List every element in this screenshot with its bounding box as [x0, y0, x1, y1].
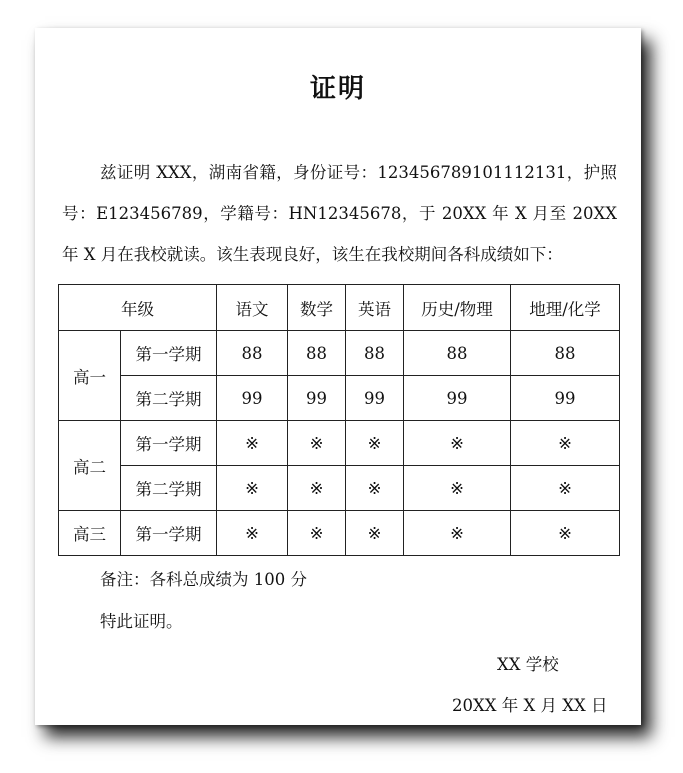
header-math: 数学 — [288, 285, 346, 331]
table-row — [59, 421, 620, 466]
grade-cell: 高一 — [59, 331, 121, 421]
table-row — [59, 511, 620, 556]
table-row — [59, 376, 620, 421]
score-cell: ※ — [288, 466, 346, 511]
semester-cell: 第一学期 — [121, 331, 217, 376]
score-cell: ※ — [404, 421, 511, 466]
score-cell: 99 — [511, 376, 620, 421]
score-cell: 88 — [288, 331, 346, 376]
table-row — [59, 331, 620, 376]
score-cell: 99 — [217, 376, 288, 421]
semester-cell: 第一学期 — [121, 421, 217, 466]
grade-cell: 高二 — [59, 421, 121, 511]
score-cell: ※ — [346, 466, 404, 511]
semester-cell: 第一学期 — [121, 511, 217, 556]
certificate-paragraph: 兹证明 XXX，湖南省籍，身份证号：123456789101112131，护照号：E123456789，学籍号：HN12345678，于 20XX 年 X 月至 20XX 年 X 月在我校就读。该生表现良好，该生在我校期间各科成绩如下： — [62, 163, 617, 264]
score-cell: ※ — [404, 466, 511, 511]
score-cell: ※ — [217, 421, 288, 466]
document-title: 证明 — [309, 74, 366, 104]
score-cell: ※ — [288, 511, 346, 556]
score-cell: ※ — [346, 511, 404, 556]
school-name: XX 学校 — [497, 655, 559, 674]
score-cell: ※ — [511, 466, 620, 511]
closing-text: 特此证明。 — [100, 612, 183, 631]
semester-cell: 第二学期 — [121, 376, 217, 421]
note-text: 备注：各科总成绩为 100 分 — [100, 570, 307, 589]
score-cell: 88 — [346, 331, 404, 376]
score-cell: ※ — [346, 421, 404, 466]
header-geography-chemistry: 地理/化学 — [511, 285, 620, 331]
score-cell: 99 — [346, 376, 404, 421]
score-cell: ※ — [511, 511, 620, 556]
table-header-row — [59, 285, 620, 331]
grades-table — [58, 284, 620, 556]
semester-cell: 第二学期 — [121, 466, 217, 511]
score-cell: ※ — [288, 421, 346, 466]
certificate-page — [35, 28, 641, 725]
score-cell: 99 — [288, 376, 346, 421]
score-cell: 88 — [217, 331, 288, 376]
issue-date: 20XX 年 X 月 XX 日 — [452, 696, 608, 715]
header-english: 英语 — [346, 285, 404, 331]
score-cell: ※ — [217, 466, 288, 511]
score-cell: ※ — [404, 511, 511, 556]
table-row — [59, 466, 620, 511]
header-history-physics: 历史/物理 — [404, 285, 511, 331]
header-chinese: 语文 — [217, 285, 288, 331]
score-cell: ※ — [217, 511, 288, 556]
grade-cell: 高三 — [59, 511, 121, 556]
score-cell: 99 — [404, 376, 511, 421]
header-grade: 年级 — [59, 285, 217, 331]
score-cell: 88 — [511, 331, 620, 376]
score-cell: ※ — [511, 421, 620, 466]
score-cell: 88 — [404, 331, 511, 376]
